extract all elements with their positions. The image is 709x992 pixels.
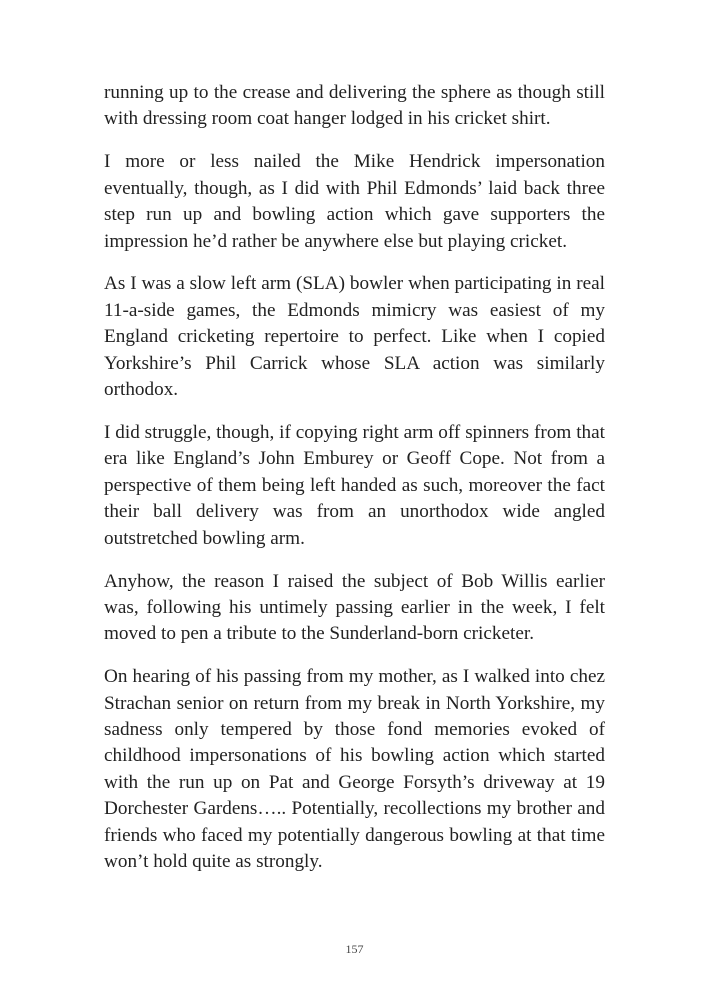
paragraph-2: I more or less nailed the Mike Hendrick impersonation eventually, though, as I did with Phil Edmonds’ laid back three step run up and bowling action which gave supporters the impression he’d rather be anywhere else but playing cricket. (104, 151, 605, 252)
page-number: 157 (345, 942, 364, 956)
paragraph-1: running up to the crease and delivering the sphere as though still with dressing room coat hanger lodged in his cricket shirt. (104, 82, 605, 130)
paragraph-3: As I was a slow left arm (SLA) bowler when participating in real 11-a-side games, the Edmonds mimicry was easiest of my England cricketing repertoire to perfect. Like when I copied Yorkshire’s Phil Carrick whose SLA action was similarly orthodox. (104, 273, 605, 401)
paragraph-6: On hearing of his passing from my mother, as I walked into chez Strachan senior on return from my break in North Yorkshire, my sadness only tempered by those fond memories evoked of childhood impersonations of his bowling action which started with the run up on Pat and George Forsyth’s driveway at 19 Dorchester Gardens….. Potentially, recollections my brother and friends who faced my potentially dangerous bowling at that time won’t hold quite as strongly. (104, 666, 605, 873)
page-body (104, 80, 605, 892)
paragraph-5: Anyhow, the reason I raised the subject of Bob Willis earlier was, following his untimely passing earlier in the week, I felt moved to pen a tribute to the Sunderland-born cricketer. (104, 570, 605, 645)
paragraph-4: I did struggle, though, if copying right arm off spinners from that era like England’s John Emburey or Geoff Cope. Not from a perspective of them being left handed as such, moreover the fact their ball delivery was from an unorthodox wide angled outstretched bowling arm. (104, 421, 605, 549)
